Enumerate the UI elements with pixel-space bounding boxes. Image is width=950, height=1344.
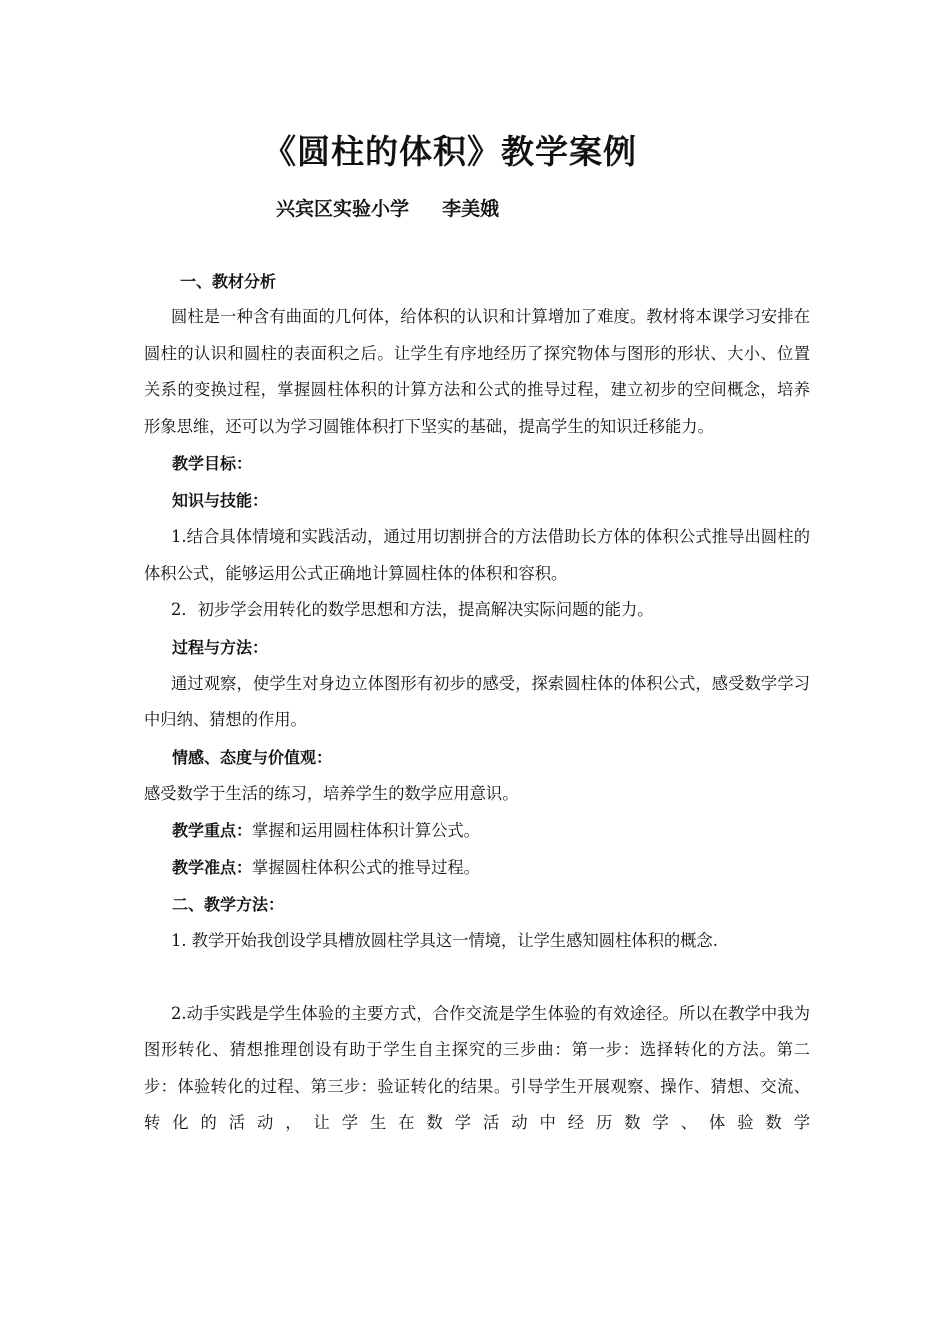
emotion-heading: 情感、态度与价值观： <box>172 747 333 767</box>
document-body <box>144 265 810 1142</box>
blank-line <box>144 960 810 996</box>
method-item-1: 1. 教学开始我创设学具槽放圆柱学具这一情境，让学生感知圆柱体积的概念. <box>171 931 718 950</box>
knowledge-item-1: 1.结合具体情境和实践活动，通过用切割拼合的方法借助长方体的体积公式推导出圆柱的体积公式，能够运用公式正确地计算圆柱体的体积和容积。 <box>144 527 810 583</box>
process-paragraph: 通过观察，使学生对身边立体图形有初步的感受，探索圆柱体的体积公式，感受数学学习中归纳、猜想的作用。 <box>144 673 810 729</box>
knowledge-item-2: 2．初步学会用转化的数学思想和方法，提高解决实际问题的能力。 <box>171 600 654 619</box>
knowledge-heading: 知识与技能： <box>172 491 269 510</box>
key-point-label: 教学重点： <box>172 821 253 840</box>
key-point-line <box>144 812 810 849</box>
key-point-text: 掌握和运用圆柱体积计算公式。 <box>252 821 480 840</box>
method-item-2: 2.动手实践是学生体验的主要方式，合作交流是学生体验的有效途径。所以在教学中我为图形转化、猜想推理创设有助于学生自主探究的三步曲：第一步：选择转化的方法。第二步：体验转化的过程、第三步：验证转化的结果。引导学生开展观察、操作、猜想、交流、转化的活动，让学生在数学活动中经历数学、体验数学 <box>144 1003 810 1132</box>
difficult-point-label: 教学准点： <box>172 858 253 877</box>
document-title: 《圆柱的体积》教学案例 <box>263 132 637 171</box>
goals-heading: 教学目标： <box>172 454 253 473</box>
analysis-paragraph: 圆柱是一种含有曲面的几何体，给体积的认识和计算增加了难度。教材将本课学习安排在圆柱的认识和圆柱的表面积之后。让学生有序地经历了探究物体与图形的形状、大小、位置关系的变换过程，掌握圆柱体积的计算方法和公式的推导过程，建立初步的空间概念，培养形象思维，还可以为学习圆锥体积打下坚实的基础，提高学生的知识迁移能力。 <box>144 307 810 436</box>
section-heading-methods: 二、教学方法： <box>172 895 285 914</box>
section-heading-analysis: 一、教材分析 <box>180 272 277 291</box>
process-heading: 过程与方法： <box>172 637 269 657</box>
emotion-paragraph: 感受数学于生活的练习，培养学生的数学应用意识。 <box>144 783 519 803</box>
difficult-point-text: 掌握圆柱体积公式的推导过程。 <box>252 858 480 877</box>
difficult-point-line <box>144 849 810 886</box>
author-line: 兴宾区实验小学 李美娥 <box>276 198 500 220</box>
